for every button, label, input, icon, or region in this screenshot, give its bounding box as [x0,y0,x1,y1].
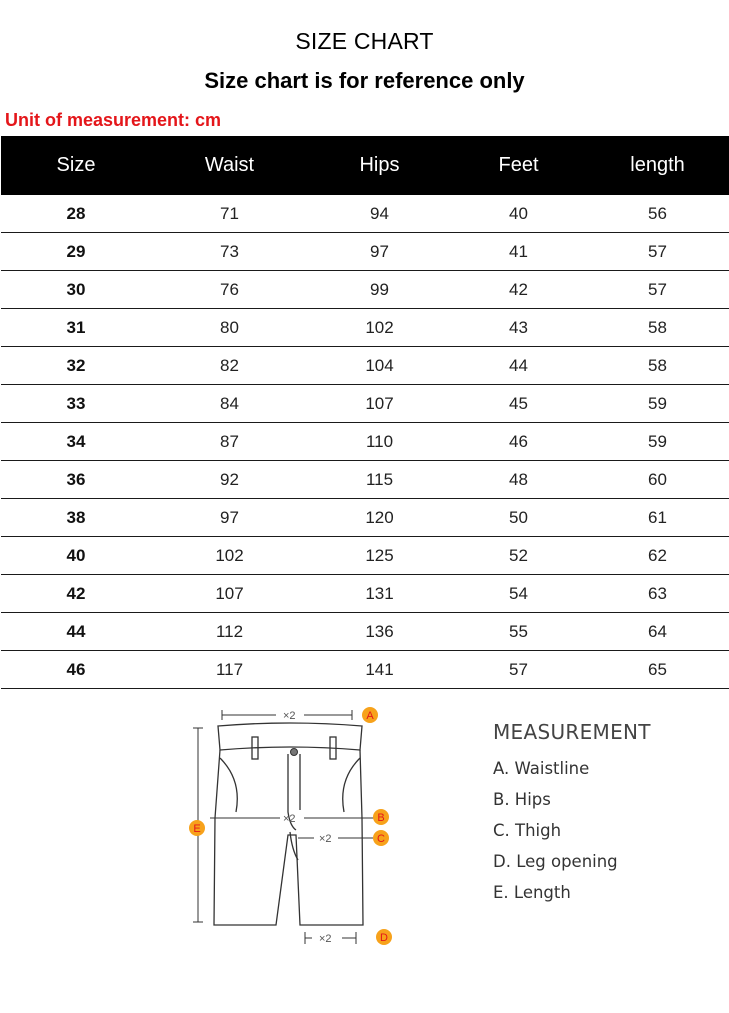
cell-waist: 82 [220,355,239,375]
cell-feet: 46 [509,431,528,451]
cell-feet: 54 [509,583,528,603]
table-body [1,195,729,689]
cell-waist: 97 [220,507,239,527]
cell-waist: 102 [215,545,244,565]
legend-item-thigh: C. Thigh [493,821,562,840]
table-row [1,423,729,461]
cell-hips: 99 [370,279,389,299]
cell-hips: 102 [365,317,394,337]
marker-a [362,707,378,723]
cell-hips: 125 [365,545,394,565]
cell-waist: 71 [220,203,239,223]
legend-item-hips: B. Hips [493,790,551,809]
cell-length: 57 [648,241,667,261]
cell-hips: 97 [370,241,389,261]
column-header-feet: Feet [498,154,539,176]
column-header-size: Size [56,154,96,176]
table-row [1,385,729,423]
table-header [1,136,729,195]
marker-e [189,820,205,836]
cell-waist: 117 [215,659,244,679]
cell-feet: 43 [509,317,528,337]
cell-waist: 76 [220,279,239,299]
page-subtitle: Size chart is for reference only [204,68,525,93]
size-table [1,136,729,689]
cell-waist: 73 [220,241,239,261]
cell-hips: 107 [365,393,394,413]
cell-length: 57 [648,279,667,299]
measurement-legend [493,720,651,913]
svg-text:B: B [377,812,385,824]
cell-length: 59 [648,393,667,413]
table-row [1,271,729,309]
column-header-length: length [630,154,685,176]
cell-hips: 94 [370,203,389,223]
cell-length: 58 [648,355,667,375]
cell-size: 34 [66,431,86,451]
table-row [1,347,729,385]
cell-size: 36 [66,469,86,489]
svg-text:C: C [377,833,385,845]
cell-length: 63 [648,583,667,603]
table-row [1,309,729,347]
legend-item-leg-opening: D. Leg opening [493,852,618,871]
cell-feet: 44 [509,355,528,375]
cell-size: 38 [66,507,86,527]
cell-feet: 45 [509,393,528,413]
table-row [1,575,729,613]
table-row [1,613,729,651]
cell-hips: 120 [365,507,394,527]
cell-hips: 115 [365,469,394,489]
cell-size: 40 [66,545,86,565]
cell-hips: 110 [365,431,394,451]
cell-size: 44 [66,621,86,641]
cell-feet: 42 [509,279,528,299]
cell-feet: 48 [509,469,528,489]
cell-size: 46 [66,659,86,679]
cell-waist: 112 [215,621,244,641]
cell-feet: 50 [509,507,528,527]
multiplier-b: ×2 [283,813,296,825]
cell-feet: 52 [509,545,528,565]
marker-b [373,809,389,825]
svg-text:D: D [380,932,388,944]
cell-length: 61 [648,507,667,527]
cell-size: 33 [66,393,86,413]
cell-size: 31 [66,317,86,337]
table-row [1,537,729,575]
svg-text:A: A [366,710,374,722]
cell-waist: 92 [220,469,239,489]
cell-length: 60 [648,469,667,489]
cell-hips: 141 [365,659,394,679]
cell-length: 58 [648,317,667,337]
marker-c [373,830,389,846]
table-row [1,233,729,271]
cell-feet: 40 [509,203,528,223]
cell-size: 42 [66,583,86,603]
cell-size: 32 [66,355,86,375]
cell-hips: 131 [365,583,394,603]
cell-length: 65 [648,659,667,679]
table-row [1,461,729,499]
cell-feet: 41 [509,241,528,261]
column-header-waist: Waist [204,154,255,176]
cell-size: 28 [66,203,86,223]
unit-note: Unit of measurement: cm [5,110,222,130]
cell-size: 29 [66,241,86,261]
multiplier-c: ×2 [319,833,332,845]
table-row [1,651,729,689]
marker-d [376,929,392,945]
multiplier-d: ×2 [319,933,332,945]
cell-size: 30 [66,279,86,299]
cell-waist: 87 [220,431,239,451]
legend-item-waistline: A. Waistline [493,759,590,778]
svg-text:E: E [193,823,201,835]
cell-length: 62 [648,545,667,565]
button-icon [291,749,298,756]
column-header-hips: Hips [359,154,400,176]
legend-title: MEASUREMENT [493,720,651,744]
page-title: SIZE CHART [295,28,434,54]
cell-length: 56 [648,203,667,223]
cell-feet: 55 [509,621,528,641]
legend-item-length: E. Length [493,883,571,902]
cell-length: 59 [648,431,667,451]
table-row [1,195,729,233]
cell-waist: 107 [215,583,244,603]
multiplier-a: ×2 [283,710,296,722]
cell-hips: 136 [365,621,394,641]
cell-length: 64 [648,621,667,641]
cell-waist: 80 [220,317,239,337]
cell-feet: 57 [509,659,528,679]
table-row [1,499,729,537]
shorts-diagram [180,700,410,960]
cell-waist: 84 [220,393,239,413]
cell-hips: 104 [365,355,394,375]
